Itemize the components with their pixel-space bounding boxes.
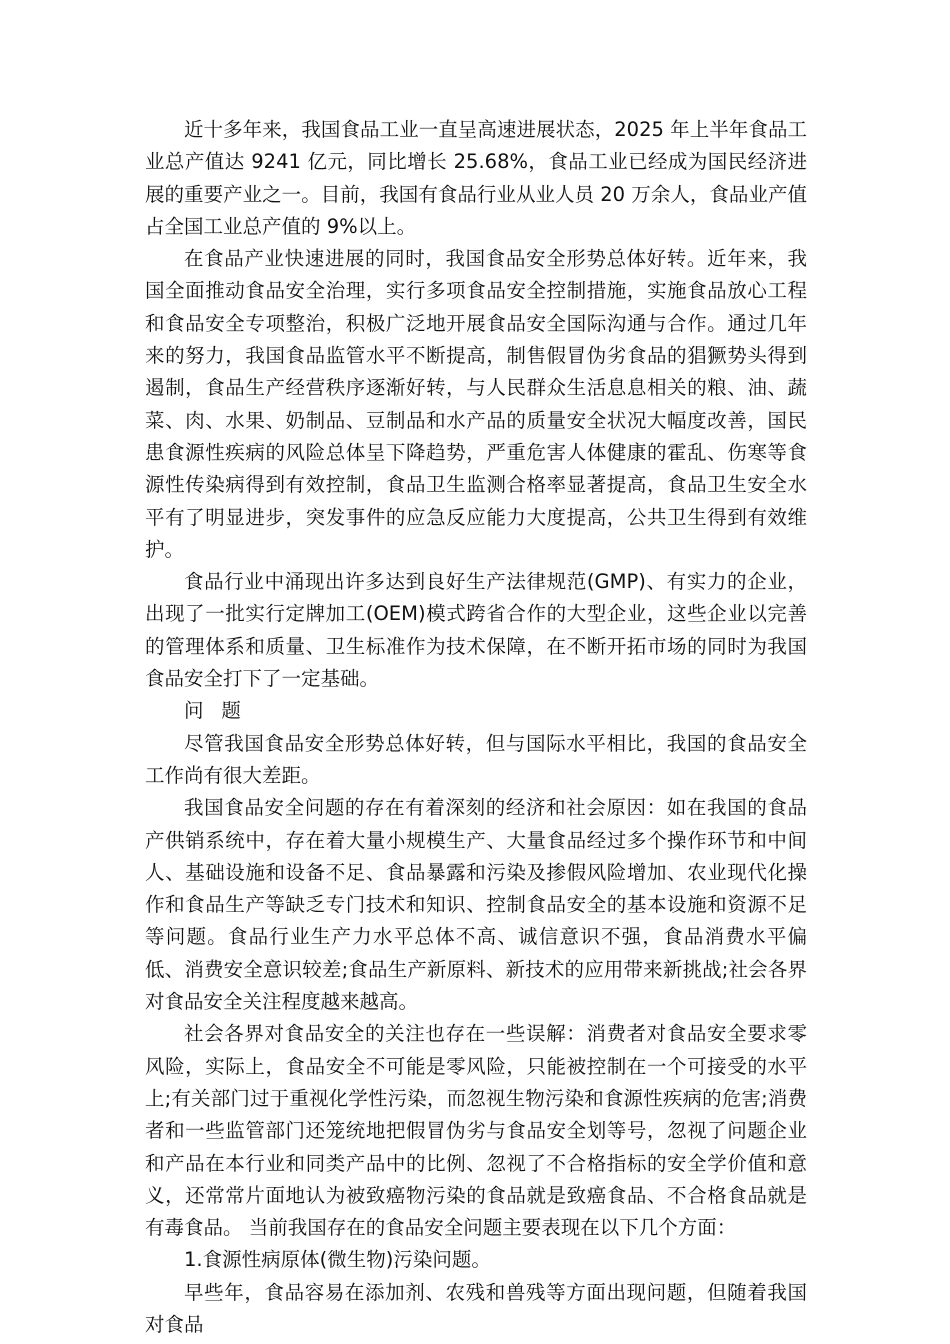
paragraph-industry-growth: 近十多年来，我国食品工业一直呈高速进展状态，2025 年上半年食品工业总产值达 9241 亿元，同比增长 25.68%，食品工业已经成为国民经济进展的重要产业之一。目前，我国有食品行业从业人员 20 万余人，食品业产值占全国工业总产值的 9%以上。	[145, 118, 807, 238]
paragraph-gap: 尽管我国食品安全形势总体好转，但与国际水平相比，我国的食品安全工作尚有很大差距。	[145, 731, 807, 787]
paragraph-misconceptions: 社会各界对食品安全的关注也存在一些误解：消费者对食品安全要求零风险，实际上，食品安全不可能是零风险，只能被控制在一个可接受的水平上;有关部门过于重视化学性污染，而忽视生物污染和食源性疾病的危害;消费者和一些监管部门还笼统地把假冒伪劣与食品安全划等号，忽视了问题企业和产品在本行业和同类产品中的比例、忽视了不合格指标的安全学价值和意义，还常常片面地认为被致癌物污染的食品就是致癌食品、不合格食品就是有毒食品。 当前我国存在的食品安全问题主要表现在以下几个方面：	[145, 1022, 807, 1240]
list-item-pathogen-pollution: 1.食源性病原体(微生物)污染问题。	[184, 1248, 491, 1272]
section-heading-problems: 问 题	[184, 699, 247, 723]
document-page	[145, 114, 807, 1341]
paragraph-causes: 我国食品安全问题的存在有着深刻的经济和社会原因：如在我国的食品产供销系统中，存在着大量小规模生产、大量食品经过多个操作环节和中间人、基础设施和设备不足、食品暴露和污染及掺假风险增加、农业现代化操作和食品生产等缺乏专门技术和知识、控制食品安全的基本设施和资源不足等问题。食品行业生产力水平总体不高、诚信意识不强，食品消费水平偏低、消费安全意识较差;食品生产新原料、新技术的应用带来新挑战;社会各界对食品安全关注程度越来越高。	[145, 796, 807, 1014]
paragraph-enterprises: 食品行业中涌现出许多达到良好生产法律规范(GMP)、有实力的企业，出现了一批实行定牌加工(OEM)模式跨省合作的大型企业，这些企业以完善的管理体系和质量、卫生标准作为技术保障，在不断开拓市场的同时为我国食品安全打下了一定基础。	[145, 570, 807, 691]
paragraph-safety-improvement: 在食品产业快速进展的同时，我国食品安全形势总体好转。近年来，我国全面推动食品安全治理，实行多项食品安全控制措施，实施食品放心工程和食品安全专项整治，积极广泛地开展食品安全国际沟通与合作。通过几年来的努力，我国食品监管水平不断提高，制售假冒伪劣食品的猖獗势头得到遏制，食品生产经营秩序逐渐好转，与人民群众生活息息相关的粮、油、蔬菜、肉、水果、奶制品、豆制品和水产品的质量安全状况大幅度改善，国民患食源性疾病的风险总体呈下降趋势，严重危害人体健康的霍乱、伤寒等食源性传染病得到有效控制，食品卫生监测合格率显著提高，食品卫生安全水平有了明显进步，突发事件的应急反应能力大度提高，公共卫生得到有效维护。	[145, 247, 807, 561]
paragraph-early-years: 早些年，食品容易在添加剂、农残和兽残等方面出现问题，但随着我国对食品	[145, 1280, 807, 1336]
